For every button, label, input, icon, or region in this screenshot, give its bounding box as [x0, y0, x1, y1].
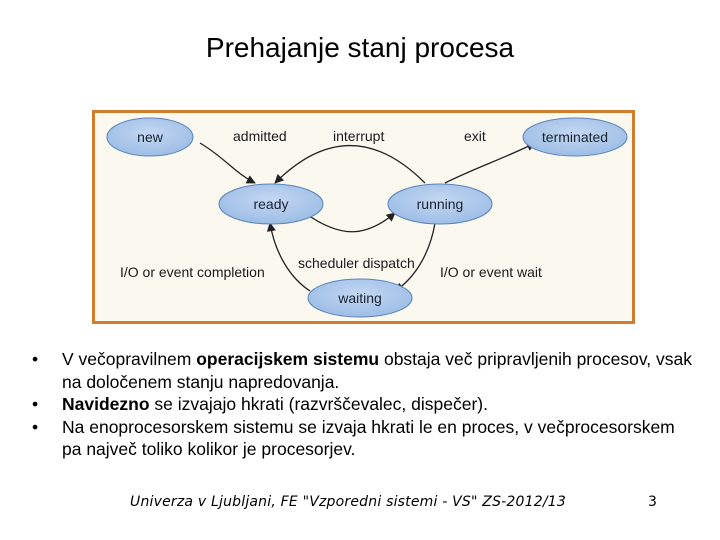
edge-dispatch — [305, 213, 395, 232]
state-terminated-label: terminated — [541, 129, 609, 145]
state-terminated — [523, 118, 627, 156]
state-ready — [219, 184, 323, 224]
state-new-label: new — [137, 129, 163, 145]
bullet-text: obstaja več pripravljenih procesov, vsak na določenem stanju napredovanja. — [62, 349, 692, 392]
edge-exit — [445, 143, 535, 183]
state-diagram-canvas — [95, 113, 632, 321]
state-waiting — [308, 279, 412, 317]
bullet-text: V večopravilnem — [62, 349, 197, 369]
label-io-completion: I/O or event completion — [120, 264, 265, 280]
edge-admitted — [200, 143, 255, 183]
label-interrupt: interrupt — [333, 128, 385, 144]
bullet-marker: • — [32, 416, 39, 437]
page-number: 3 — [648, 494, 657, 510]
bullet-marker: • — [32, 349, 39, 369]
label-io-wait: I/O or event wait — [440, 264, 542, 280]
footer-text: Univerza v Ljubljani, FE "Vzporedni sistemi - VS" ZS-2012/13 — [130, 494, 566, 510]
bullet-list — [32, 348, 692, 461]
label-exit: exit — [464, 128, 486, 144]
bullet-item — [32, 416, 692, 461]
bullet-marker: • — [32, 394, 39, 414]
bullet-bold-text: operacijskem sistemu — [196, 349, 380, 369]
state-waiting-label: waiting — [338, 290, 382, 306]
edge-interrupt — [275, 146, 425, 184]
bullet-text: Na enoprocesorskem sistemu se izvaja hkrati le en proces, v večprocesorskem pa največ toliko kolikor je procesorjev. — [62, 416, 675, 459]
label-admitted: admitted — [233, 128, 287, 144]
state-running — [388, 184, 492, 224]
state-ready-label: ready — [253, 196, 289, 212]
state-new — [107, 118, 193, 156]
bullet-item — [32, 393, 692, 416]
slide-title: Prehajanje stanj procesa — [205, 32, 515, 63]
state-running-label: running — [416, 196, 464, 212]
state-diagram — [92, 110, 635, 324]
bullet-bold-text: Navidezno — [62, 394, 150, 414]
bullet-text: se izvajajo hkrati (razvrščevalec, dispečer). — [149, 394, 488, 414]
label-scheduler-dispatch: scheduler dispatch — [298, 255, 415, 271]
bullet-item — [32, 348, 692, 393]
